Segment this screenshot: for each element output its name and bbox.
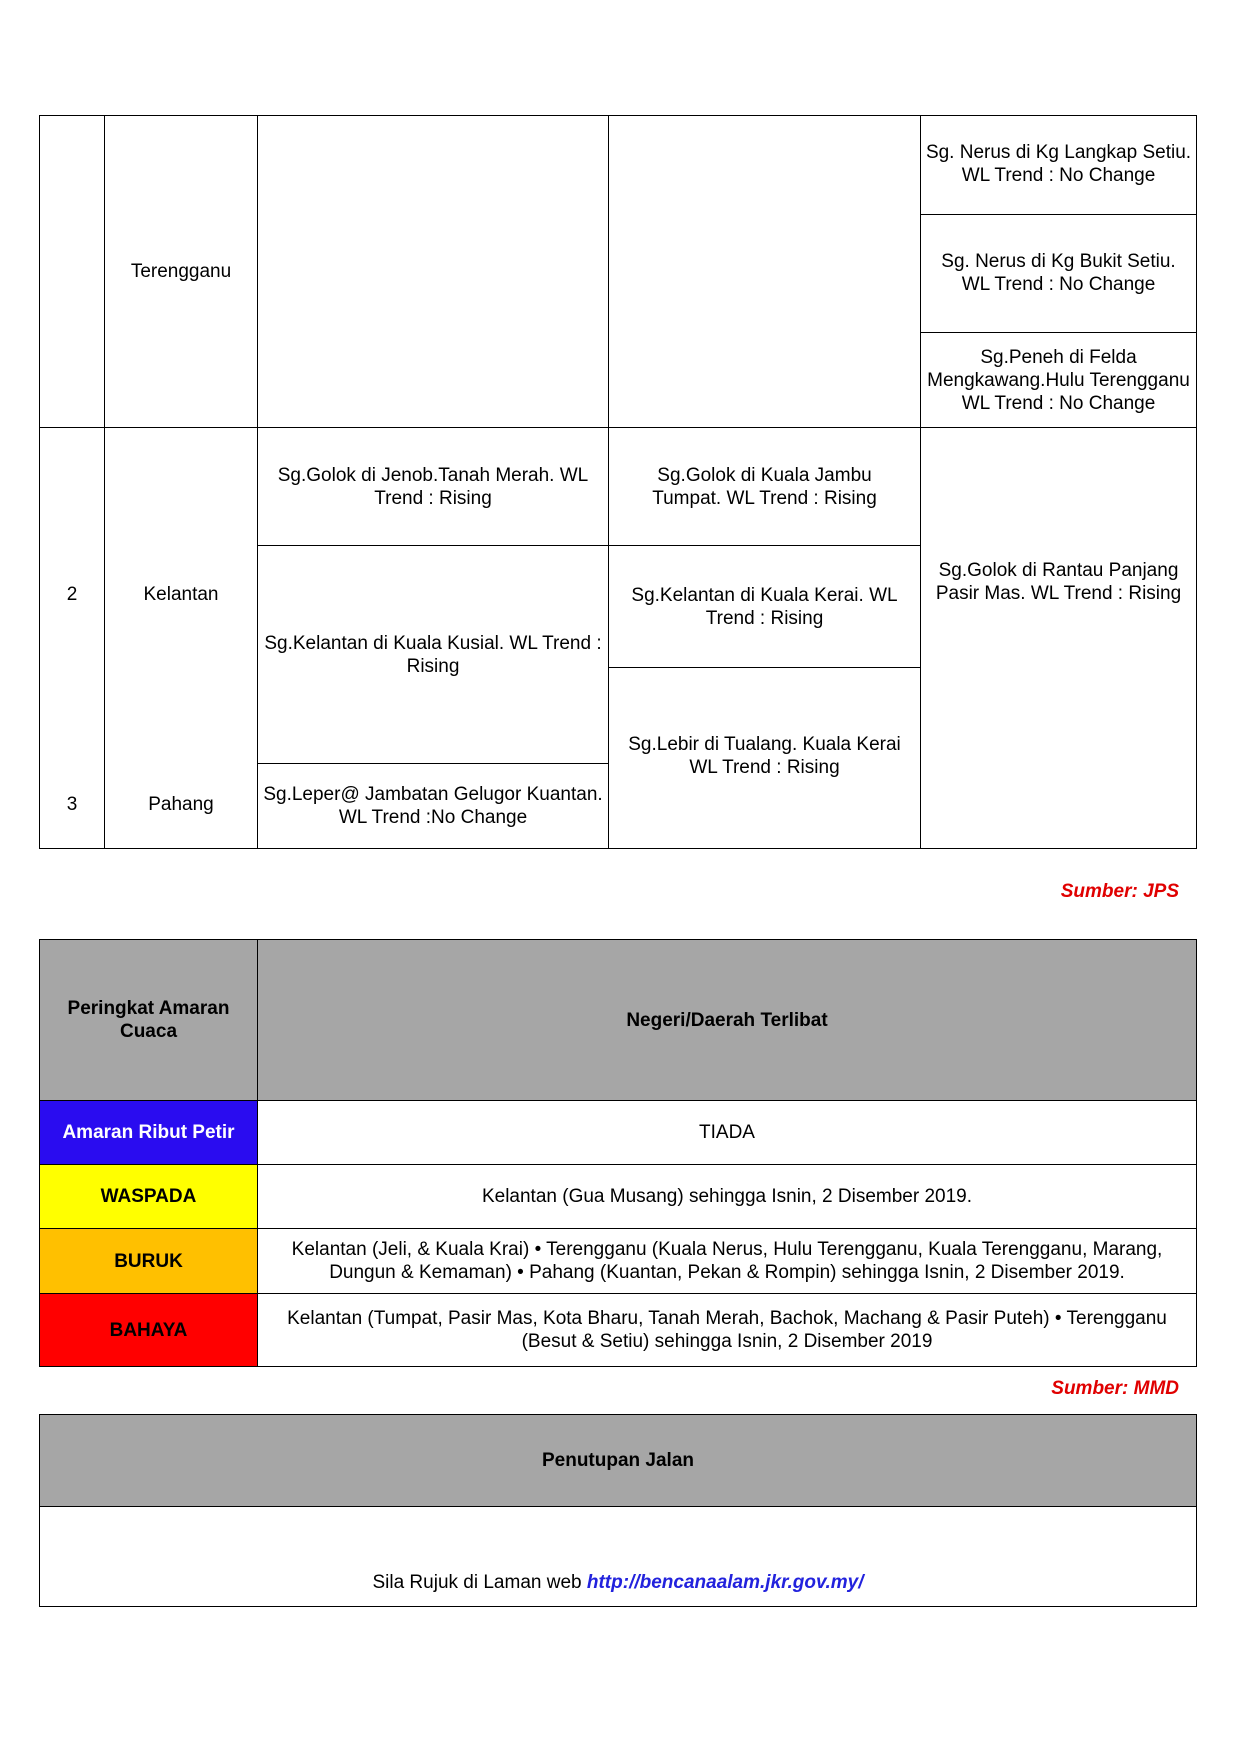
road-text: Sila Rujuk di Laman web: [372, 1572, 582, 1593]
cell-state: Pahang: [104, 760, 258, 849]
cell-station: Sg.Kelantan di Kuala Kerai. WL Trend : Rising: [608, 545, 921, 668]
cell-no: [39, 115, 105, 428]
road-closure-cell: [39, 1506, 1197, 1607]
source-jps: Sumber: JPS: [1060, 881, 1179, 902]
header-level: Peringkat Amaran Cuaca: [39, 939, 258, 1101]
jkr-link[interactable]: http://bencanaalam.jkr.gov.my/: [586, 1572, 864, 1593]
cell-empty: [608, 115, 921, 428]
cell-station: Sg.Golok di Jenob.Tanah Merah. WL Trend : Rising: [257, 427, 609, 546]
cell-empty: [257, 115, 609, 428]
cell-station: Sg.Kelantan di Kuala Kusial. WL Trend : Rising: [257, 545, 609, 764]
cell-no: 2: [39, 427, 105, 849]
warning-level-1: WASPADA: [39, 1164, 258, 1229]
cell-station: Sg. Nerus di Kg Langkap Setiu. WL Trend : No Change: [920, 115, 1197, 215]
header-areas: Negeri/Daerah Terlibat: [257, 939, 1197, 1101]
cell-station: Sg.Golok di Kuala Jambu Tumpat. WL Trend : Rising: [608, 427, 921, 546]
cell-station: Sg.Leper@ Jambatan Gelugor Kuantan. WL Trend :No Change: [257, 763, 609, 849]
cell-station: Sg.Lebir di Tualang. Kuala Kerai WL Trend : Rising: [608, 667, 921, 849]
warning-areas-0: TIADA: [257, 1100, 1197, 1165]
warning-areas-2: Kelantan (Jeli, & Kuala Krai) • Terengganu (Kuala Nerus, Hulu Terengganu, Kuala Terengganu, Marang, Dungun & Kemaman) • Pahang (Kuantan, Pekan & Rompin) sehingga Isnin, 2 Disember 2019.: [257, 1228, 1197, 1294]
warning-level-0: Amaran Ribut Petir: [39, 1100, 258, 1165]
header-road-closure: Penutupan Jalan: [39, 1414, 1197, 1507]
warning-level-2: BURUK: [39, 1228, 258, 1294]
warning-level-3: BAHAYA: [39, 1293, 258, 1367]
cell-state: Terengganu: [104, 115, 258, 428]
cell-station: Sg.Peneh di Felda Mengkawang.Hulu Terengganu WL Trend : No Change: [920, 332, 1197, 428]
warning-areas-1: Kelantan (Gua Musang) sehingga Isnin, 2 Disember 2019.: [257, 1164, 1197, 1229]
cell-station: Sg.Golok di Rantau Panjang Pasir Mas. WL Trend : Rising: [920, 427, 1197, 849]
cell-no: 3: [39, 760, 105, 849]
warning-areas-3: Kelantan (Tumpat, Pasir Mas, Kota Bharu, Tanah Merah, Bachok, Machang & Pasir Puteh) • Terengganu (Besut & Setiu) sehingga Isnin, 2 Disember 2019: [257, 1293, 1197, 1367]
cell-station: Sg. Nerus di Kg Bukit Setiu. WL Trend : No Change: [920, 214, 1197, 333]
source-mmd: Sumber: MMD: [1051, 1378, 1179, 1399]
cell-state: Kelantan: [104, 427, 258, 849]
